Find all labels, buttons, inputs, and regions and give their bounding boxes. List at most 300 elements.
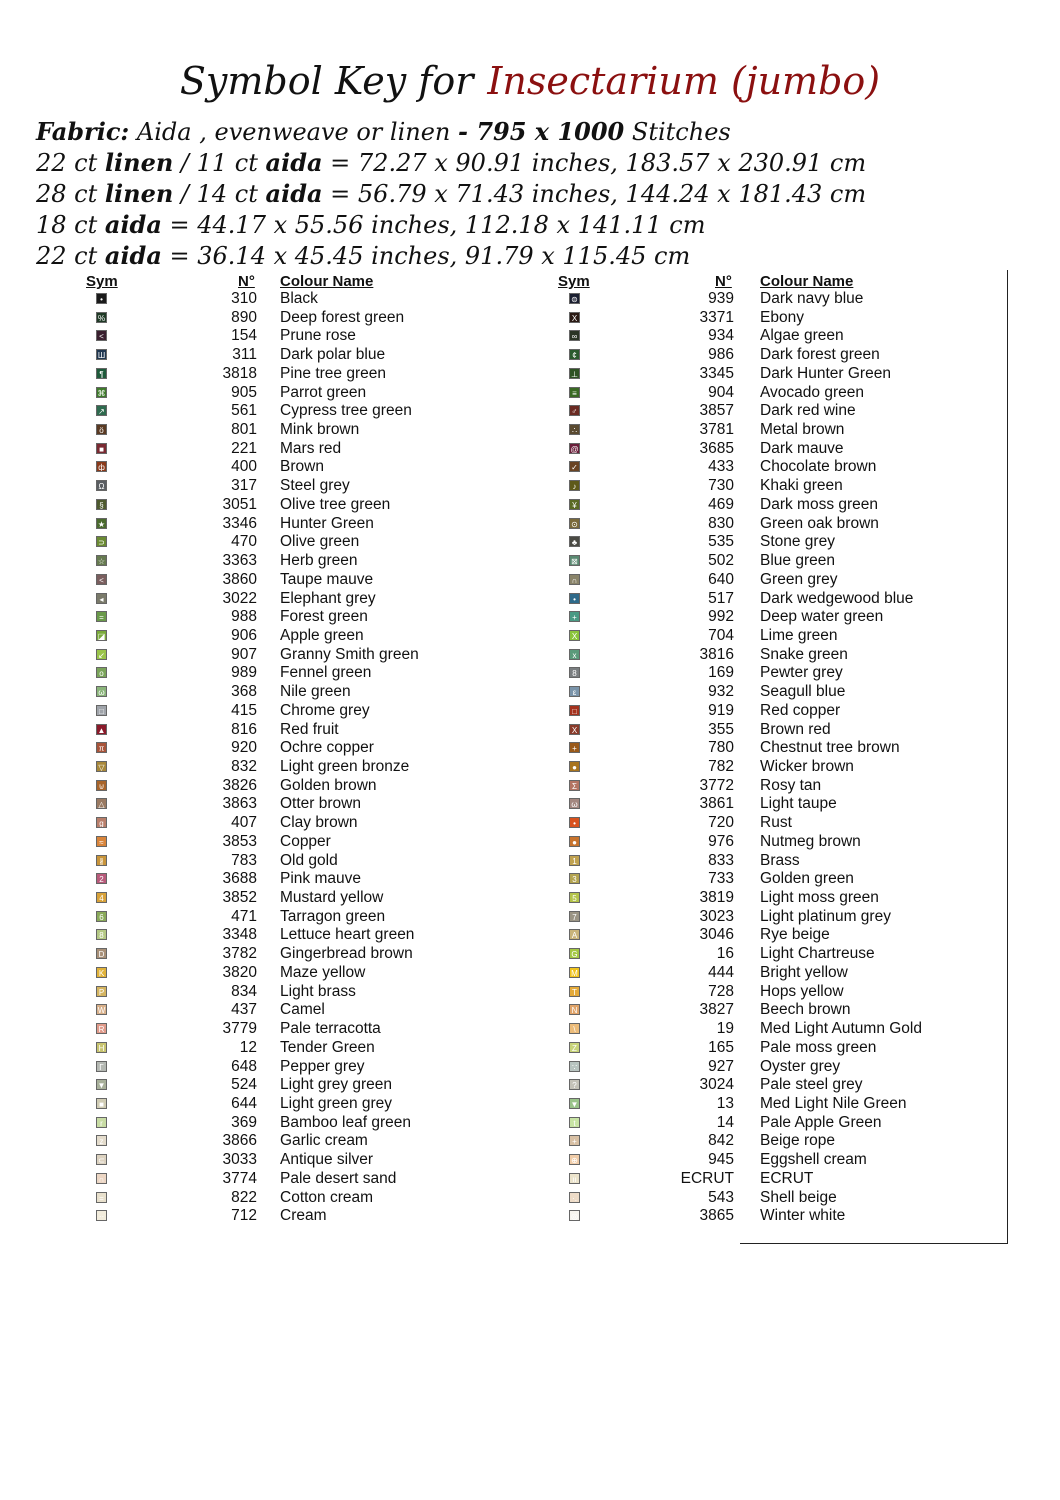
colour-name: Taupe mauve xyxy=(280,570,374,588)
color-swatch-icon: ¢ xyxy=(569,349,580,360)
color-swatch-icon: @ xyxy=(570,444,579,454)
colour-name: Mink brown xyxy=(280,421,360,439)
title-prefix: Symbol Key for xyxy=(179,59,474,103)
thread-number: 822 xyxy=(231,1188,257,1206)
thread-number: 783 xyxy=(231,851,257,869)
color-swatch-icon: ▽ xyxy=(96,761,107,772)
color-swatch-icon: ε xyxy=(569,686,580,697)
size-count-text: / 11 ct xyxy=(173,149,266,177)
color-swatch-icon: o xyxy=(96,667,107,678)
thread-number: 920 xyxy=(231,739,257,757)
symbol-key-row xyxy=(0,290,1000,309)
colour-name: Brass xyxy=(760,851,800,869)
colour-name: Rust xyxy=(760,814,792,832)
symbol-key-row xyxy=(0,1039,1000,1058)
color-swatch-icon: ■ xyxy=(96,1098,107,1109)
color-swatch-icon: ☆ xyxy=(97,557,106,567)
symbol-key-row xyxy=(0,889,1000,908)
color-swatch-icon: ↗ xyxy=(96,405,107,416)
thread-number: 939 xyxy=(708,290,734,307)
color-swatch-icon: ¶ xyxy=(96,368,107,379)
color-swatch-icon: 7 xyxy=(569,911,580,922)
thread-number: 437 xyxy=(231,1001,257,1019)
color-swatch-icon: ∩ xyxy=(569,574,580,585)
color-swatch-icon: ω xyxy=(96,686,107,697)
thread-number: 801 xyxy=(231,421,257,439)
thread-number: 311 xyxy=(232,346,257,364)
symbol-key-row xyxy=(0,1170,1000,1189)
thread-number: 906 xyxy=(231,626,257,644)
thread-number: 905 xyxy=(231,383,257,401)
thread-number: 13 xyxy=(716,1094,734,1112)
stitch-count: 795 x 1000 xyxy=(476,117,625,146)
thread-number: 986 xyxy=(708,346,734,364)
colour-name: Metal brown xyxy=(760,421,845,439)
colour-name: Brown red xyxy=(760,720,831,738)
color-swatch-icon: 3 xyxy=(569,873,580,884)
thread-number: 976 xyxy=(708,832,734,850)
thread-number: 712 xyxy=(231,1207,257,1225)
thread-number: 704 xyxy=(708,626,734,644)
thread-number: 415 xyxy=(231,701,257,719)
thread-number: 19 xyxy=(716,1020,734,1038)
thread-number: 919 xyxy=(708,701,734,719)
symbol-key-row xyxy=(0,627,1000,646)
colour-name: Pepper grey xyxy=(280,1057,365,1075)
color-swatch-icon: 1 xyxy=(569,855,580,866)
thread-number: 3860 xyxy=(222,570,257,588)
colour-name: Dark forest green xyxy=(760,346,880,364)
color-swatch-icon: ≡ xyxy=(569,387,580,398)
thread-number: 3819 xyxy=(699,889,734,907)
thread-number: 988 xyxy=(231,608,257,626)
colour-name: Pink mauve xyxy=(280,870,361,888)
colour-name: Light taupe xyxy=(760,795,837,813)
color-swatch-icon: § xyxy=(96,499,107,510)
thread-number: 3782 xyxy=(222,945,257,963)
colour-name: Eggshell cream xyxy=(760,1151,867,1169)
colour-name: Granny Smith green xyxy=(280,645,419,663)
thread-number: 400 xyxy=(231,458,257,476)
color-swatch-icon: ∦ xyxy=(96,855,107,866)
colour-name: Pale terracotta xyxy=(280,1020,381,1038)
color-swatch-icon: ✓ xyxy=(569,461,580,472)
colour-name: Rosy tan xyxy=(760,776,822,794)
thread-number: 3022 xyxy=(222,589,257,607)
color-swatch-icon: A xyxy=(569,929,580,940)
thread-number: 3046 xyxy=(699,926,734,944)
colour-name: Pale moss green xyxy=(760,1038,877,1056)
thread-number: 3024 xyxy=(699,1076,734,1094)
thread-number: 471 xyxy=(231,907,257,925)
color-swatch-icon: ■ xyxy=(96,443,107,454)
color-swatch-icon: ö xyxy=(96,424,107,435)
thread-number: 3033 xyxy=(222,1151,257,1169)
thread-number: 904 xyxy=(708,383,734,401)
color-swatch-icon: K xyxy=(96,967,107,978)
thread-number: 989 xyxy=(231,664,257,682)
symbol-key-row xyxy=(0,683,1000,702)
symbol-key-row xyxy=(0,945,1000,964)
thread-number: 644 xyxy=(231,1094,257,1112)
thread-number: 407 xyxy=(231,814,257,832)
colour-name: Bamboo leaf green xyxy=(280,1113,411,1131)
page-title xyxy=(0,56,1060,106)
color-swatch-icon: ⊕ xyxy=(569,1154,580,1165)
colour-name: Stone grey xyxy=(760,533,835,551)
color-swatch-icon: ·· xyxy=(96,1210,107,1221)
color-swatch-icon: H xyxy=(96,1042,107,1053)
thread-number: 3857 xyxy=(699,402,734,420)
colour-name: Olive green xyxy=(280,533,360,551)
symbol-key-row xyxy=(0,1020,1000,1039)
color-swatch-icon: < xyxy=(96,330,107,341)
colour-name: Oyster grey xyxy=(760,1057,841,1075)
symbol-key-row xyxy=(0,365,1000,384)
size-count-text: / 14 ct xyxy=(173,180,266,208)
thread-number: 3865 xyxy=(699,1207,734,1225)
colour-name: Blue green xyxy=(760,552,835,570)
size-fabric-bold: linen xyxy=(104,179,174,208)
color-swatch-icon: ω xyxy=(569,798,580,809)
colour-name: Light moss green xyxy=(760,889,879,907)
thread-number: 3772 xyxy=(699,776,734,794)
colour-name: Light platinum grey xyxy=(760,907,891,925)
colour-name: Cream xyxy=(280,1207,327,1225)
colour-name: Red fruit xyxy=(280,720,339,738)
fabric-specs xyxy=(36,116,866,271)
thread-number: 730 xyxy=(708,477,734,495)
color-swatch-icon: + xyxy=(569,742,580,753)
thread-number: 932 xyxy=(708,683,734,701)
colour-name: Beech brown xyxy=(760,1001,851,1019)
header-num-left: N° xyxy=(238,273,255,290)
thread-number: 169 xyxy=(708,664,734,682)
header-sym-right: Sym xyxy=(558,273,590,290)
thread-number: 992 xyxy=(708,608,734,626)
color-swatch-icon: z xyxy=(96,1135,107,1146)
color-swatch-icon: % xyxy=(97,313,106,323)
colour-name: Maze yellow xyxy=(280,963,366,981)
colour-name: Chrome grey xyxy=(280,701,370,719)
color-swatch-icon: N xyxy=(569,1004,580,1015)
color-swatch-icon: △ xyxy=(96,798,107,809)
color-swatch-icon: D xyxy=(96,948,107,959)
size-fabric-bold: aida xyxy=(104,241,162,270)
header-num-right: N° xyxy=(715,273,732,290)
fabric-dash: - xyxy=(458,117,477,146)
symbol-key-row xyxy=(0,571,1000,590)
color-swatch-icon: + xyxy=(569,611,580,622)
colour-name: Green oak brown xyxy=(760,514,879,532)
symbol-key-row xyxy=(0,327,1000,346)
color-swatch-icon: r xyxy=(96,1117,107,1128)
color-swatch-icon: ◎ xyxy=(569,1210,580,1221)
symbol-key-row xyxy=(0,496,1000,515)
colour-name: Med Light Nile Green xyxy=(760,1094,907,1112)
color-swatch-icon: P xyxy=(96,986,107,997)
colour-name: Avocado green xyxy=(760,383,864,401)
colour-name: Seagull blue xyxy=(760,683,846,701)
color-swatch-icon: = xyxy=(96,611,107,622)
color-swatch-icon: M xyxy=(569,967,580,978)
colour-name: Black xyxy=(280,290,318,307)
thread-number: 728 xyxy=(708,982,734,1000)
symbol-key-row xyxy=(0,458,1000,477)
thread-number: 3818 xyxy=(222,364,257,382)
colour-name: Ebony xyxy=(760,308,804,326)
thread-number: 3779 xyxy=(222,1020,257,1038)
color-swatch-icon: ⊜ xyxy=(569,293,580,304)
symbol-key-row xyxy=(0,515,1000,534)
thread-number: 3023 xyxy=(699,907,734,925)
colour-name: Clay brown xyxy=(280,814,358,832)
thread-number: 561 xyxy=(231,402,257,420)
colour-name: Fennel green xyxy=(280,664,372,682)
color-swatch-icon: ◪ xyxy=(97,631,106,641)
colour-name: Nutmeg brown xyxy=(760,832,861,850)
thread-number: 927 xyxy=(708,1057,734,1075)
symbol-key-row xyxy=(0,870,1000,889)
thread-number: 165 xyxy=(708,1038,734,1056)
color-swatch-icon: W xyxy=(97,1006,106,1016)
thread-number: 3816 xyxy=(699,645,734,663)
colour-name: Mars red xyxy=(280,439,342,457)
thread-number: 14 xyxy=(716,1113,734,1131)
thread-number: 780 xyxy=(708,739,734,757)
color-swatch-icon: ● xyxy=(569,761,580,772)
colour-name: Algae green xyxy=(760,327,844,345)
colour-name: Snake green xyxy=(760,645,848,663)
color-swatch-icon: ⊃ xyxy=(96,536,107,547)
thread-number: 842 xyxy=(708,1132,734,1150)
colour-name: Deep forest green xyxy=(280,308,405,326)
size-dimensions: = 72.27 x 90.91 inches, 183.57 x 230.91 cm xyxy=(322,149,867,177)
color-swatch-icon: 8 xyxy=(569,667,580,678)
colour-name: Cypress tree green xyxy=(280,402,412,420)
thread-number: 907 xyxy=(231,645,257,663)
thread-number: 310 xyxy=(231,290,257,307)
colour-name: Deep water green xyxy=(760,608,884,626)
color-swatch-icon: ▼ xyxy=(570,1099,579,1109)
colour-name: Chestnut tree brown xyxy=(760,739,900,757)
color-swatch-icon: π xyxy=(96,742,107,753)
colour-name: Bright yellow xyxy=(760,963,848,981)
thread-number: 832 xyxy=(231,758,257,775)
thread-number: ECRUT xyxy=(680,1169,734,1187)
colour-name: Dark Hunter Green xyxy=(760,364,891,382)
color-swatch-icon: ⊥ xyxy=(569,368,580,379)
colour-name: Dark navy blue xyxy=(760,290,864,307)
size-count-text: 18 ct xyxy=(36,211,105,239)
color-swatch-icon: ♣ xyxy=(569,536,580,547)
symbol-key-row xyxy=(0,440,1000,459)
thread-number: 648 xyxy=(231,1057,257,1075)
symbol-key-row xyxy=(0,590,1000,609)
symbol-key-row xyxy=(0,983,1000,1002)
fabric-label: Fabric: xyxy=(36,117,130,146)
color-swatch-icon: ♂ xyxy=(569,405,580,416)
size-count-text: 22 ct xyxy=(36,242,105,270)
color-swatch-icon: g xyxy=(96,817,107,828)
color-swatch-icon: ? xyxy=(569,1079,580,1090)
colour-name: Pewter grey xyxy=(760,664,843,682)
color-swatch-icon: Σ xyxy=(569,780,580,791)
color-swatch-icon: ▲ xyxy=(97,725,106,735)
colour-name: Golden brown xyxy=(280,776,377,794)
title-pattern-name: Insectarium (jumbo) xyxy=(487,59,881,103)
colour-name: Lime green xyxy=(760,626,838,644)
color-swatch-icon: • xyxy=(569,817,580,828)
color-swatch-icon: x xyxy=(569,649,580,660)
color-swatch-icon: Ш xyxy=(97,351,106,361)
colour-name: Rye beige xyxy=(760,926,830,944)
symbol-key-row xyxy=(0,814,1000,833)
size-fabric-bold: aida xyxy=(265,148,323,177)
symbol-key-row xyxy=(0,646,1000,665)
thread-number: 816 xyxy=(231,720,257,738)
colour-name: Tarragon green xyxy=(280,907,386,925)
symbol-key-row xyxy=(0,1076,1000,1095)
thread-number: 502 xyxy=(708,552,734,570)
thread-number: 543 xyxy=(708,1188,734,1206)
color-swatch-icon: ⌘ xyxy=(97,388,106,398)
colour-name: Light green grey xyxy=(280,1094,393,1112)
color-swatch-icon: R xyxy=(96,1023,107,1034)
colour-name: Dark red wine xyxy=(760,402,856,420)
thread-number: 934 xyxy=(708,327,734,345)
colour-name: Camel xyxy=(280,1001,325,1019)
symbol-key-row xyxy=(0,702,1000,721)
thread-number: 733 xyxy=(708,870,734,888)
colour-name: Chocolate brown xyxy=(760,458,877,476)
color-swatch-icon: ∞ xyxy=(569,330,580,341)
colour-name: Otter brown xyxy=(280,795,361,813)
thread-number: 517 xyxy=(708,589,734,607)
thread-number: 3853 xyxy=(222,832,257,850)
symbol-key-row xyxy=(0,309,1000,328)
symbol-key-row xyxy=(0,833,1000,852)
colour-name: Shell beige xyxy=(760,1188,837,1206)
colour-name: Prune rose xyxy=(280,327,356,345)
colour-name: Golden green xyxy=(760,870,854,888)
thread-number: 221 xyxy=(231,439,257,457)
thread-number: 444 xyxy=(708,963,734,981)
colour-name: Med Light Autumn Gold xyxy=(760,1020,922,1038)
header-colour-name-left: Colour Name xyxy=(280,273,374,290)
colour-name: Copper xyxy=(280,832,331,850)
color-swatch-icon: X xyxy=(569,312,580,323)
thread-number: 16 xyxy=(716,945,734,963)
size-line-28ct-linen xyxy=(36,178,866,209)
colour-name: Gingerbread brown xyxy=(280,945,413,963)
color-swatch-icon: 5 xyxy=(569,892,580,903)
thread-number: 3345 xyxy=(699,364,734,382)
symbol-key-row xyxy=(0,758,1000,777)
color-swatch-icon: = xyxy=(96,1192,107,1203)
thread-number: 469 xyxy=(708,495,734,513)
colour-name: Brown xyxy=(280,458,324,476)
colour-name: Dark moss green xyxy=(760,495,879,513)
colour-name: Light green bronze xyxy=(280,758,410,775)
thread-number: 3863 xyxy=(222,795,257,813)
thread-number: 830 xyxy=(708,514,734,532)
color-swatch-icon: ≈ xyxy=(96,836,107,847)
symbol-key-row xyxy=(0,421,1000,440)
color-swatch-icon: Γ xyxy=(96,1061,107,1072)
thread-number: 945 xyxy=(708,1151,734,1169)
symbol-key-row xyxy=(0,477,1000,496)
symbol-key-row xyxy=(0,402,1000,421)
thread-number: 834 xyxy=(231,982,257,1000)
thread-number: 3371 xyxy=(699,308,734,326)
symbol-key-row xyxy=(0,346,1000,365)
size-dimensions: = 36.14 x 45.45 inches, 91.79 x 115.45 cm xyxy=(161,242,691,270)
color-swatch-icon: 6 xyxy=(96,911,107,922)
symbol-key-row xyxy=(0,552,1000,571)
color-swatch-icon: \ xyxy=(569,1023,580,1034)
colour-name: Forest green xyxy=(280,608,368,626)
colour-name: Winter white xyxy=(760,1207,846,1225)
color-swatch-icon: 2 xyxy=(96,873,107,884)
color-swatch-icon: 4 xyxy=(96,892,107,903)
colour-name: Hunter Green xyxy=(280,514,374,532)
color-swatch-icon: ⊂ xyxy=(96,1154,107,1165)
color-swatch-icon: ↙ xyxy=(96,649,107,660)
color-swatch-icon: < xyxy=(96,574,107,585)
thread-number: 433 xyxy=(708,458,734,476)
color-swatch-icon: □ xyxy=(96,705,107,716)
thread-number: 890 xyxy=(231,308,257,326)
color-swatch-icon: ▼ xyxy=(97,1081,106,1091)
symbol-key-row xyxy=(0,1058,1000,1077)
colour-name: Light Chartreuse xyxy=(760,945,875,963)
thread-number: 782 xyxy=(708,758,734,775)
thread-number: 833 xyxy=(708,851,734,869)
size-fabric-bold: aida xyxy=(104,210,162,239)
colour-name: Light brass xyxy=(280,982,356,1000)
symbol-key-row xyxy=(0,739,1000,758)
color-swatch-icon: ⊍ xyxy=(96,780,107,791)
color-swatch-icon: Ω xyxy=(96,480,107,491)
color-swatch-icon: ⊠ xyxy=(569,555,580,566)
size-fabric-bold: linen xyxy=(104,148,174,177)
symbol-key-row xyxy=(0,964,1000,983)
colour-name: Ochre copper xyxy=(280,739,374,757)
thread-number: 3827 xyxy=(699,1001,734,1019)
size-dimensions: = 56.79 x 71.43 inches, 144.24 x 181.43 cm xyxy=(322,180,867,208)
thread-number: 3820 xyxy=(222,963,257,981)
thread-number: 720 xyxy=(708,814,734,832)
thread-number: 3774 xyxy=(222,1169,257,1187)
symbol-key-row xyxy=(0,926,1000,945)
thread-number: 3348 xyxy=(222,926,257,944)
colour-name: Tender Green xyxy=(280,1038,375,1056)
color-swatch-icon: ★ xyxy=(97,519,106,529)
colour-name: ECRUT xyxy=(760,1169,814,1187)
thread-number: 317 xyxy=(231,477,257,495)
fabric-types: Aida , evenweave or linen xyxy=(129,118,459,146)
symbol-key-row xyxy=(0,1132,1000,1151)
thread-number: 12 xyxy=(239,1038,257,1056)
thread-number: 3051 xyxy=(222,495,257,513)
fabric-line xyxy=(36,116,866,147)
colour-name: Parrot green xyxy=(280,383,367,401)
symbol-key-row xyxy=(0,721,1000,740)
size-dimensions: = 44.17 x 55.56 inches, 112.18 x 141.11 cm xyxy=(161,211,706,239)
colour-name: Mustard yellow xyxy=(280,889,384,907)
colour-name: Red copper xyxy=(760,701,841,719)
